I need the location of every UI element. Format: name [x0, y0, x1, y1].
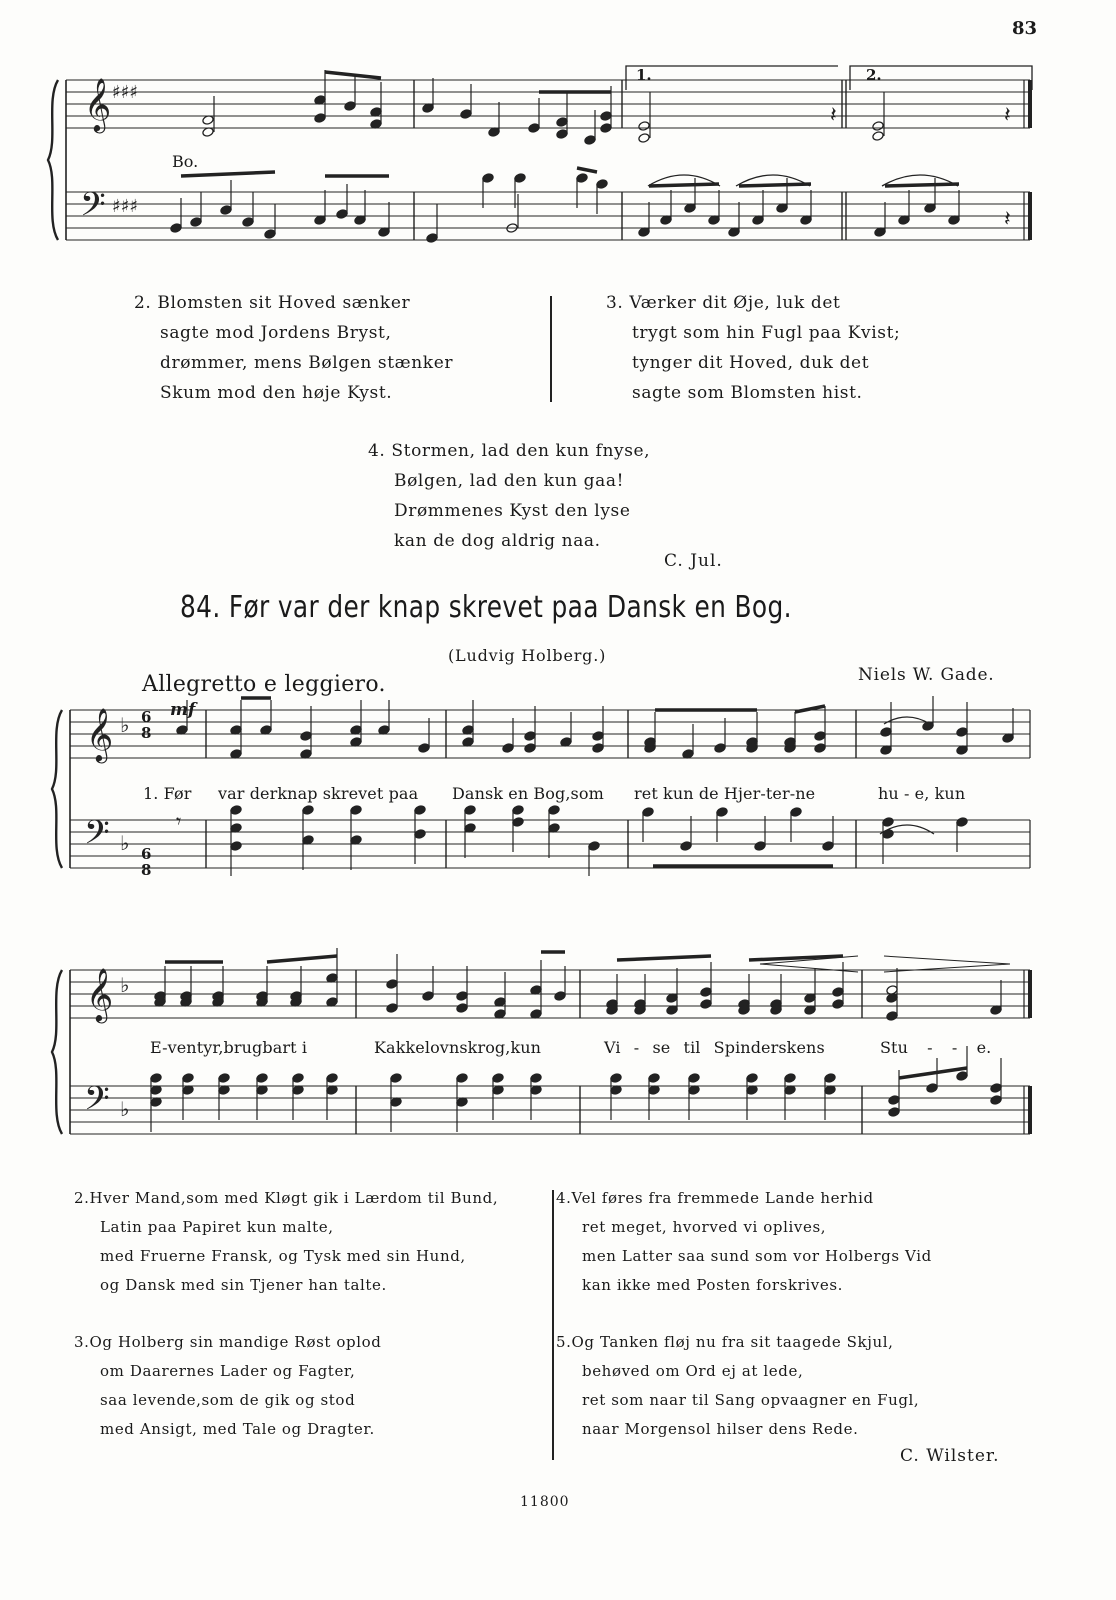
poet-credit: (Ludvig Holberg.): [448, 646, 607, 665]
verse-line: 3.Og Holberg sin mandige Røst oplod: [74, 1333, 382, 1351]
notehead: [592, 731, 604, 742]
notehead: [422, 991, 434, 1002]
notehead: [990, 1083, 1002, 1094]
prev-verse-4: [368, 436, 650, 556]
verse-author: C. Wilster.: [900, 1446, 1000, 1466]
treble-clef-icon: 𝄞: [86, 967, 114, 1021]
notehead: [784, 1073, 796, 1084]
lyric-segment: ret kun de Hjer-ter-ne: [634, 784, 816, 803]
lyric-segment: Vi - se til Spinderskens: [604, 1038, 825, 1057]
prev-song-score-system: [0, 0, 1116, 290]
key-signature-icon: ♯♯♯: [112, 82, 139, 103]
notehead: [528, 123, 540, 134]
notehead: [512, 805, 524, 816]
notehead: [548, 805, 560, 816]
verse-line: om Daarernes Lader og Fagter,: [100, 1362, 356, 1380]
notehead: [642, 807, 654, 818]
time-signature-top-treble: 6: [141, 708, 152, 726]
verse-line: tynger dit Hoved, duk det: [632, 353, 870, 373]
notehead: [882, 817, 894, 828]
prev-verse-3: [606, 288, 900, 408]
notehead: [390, 1073, 402, 1084]
notehead: [456, 1073, 468, 1084]
notehead: [888, 1095, 900, 1106]
notehead: [882, 829, 894, 840]
notehead: [150, 1073, 162, 1084]
verse-line: 2. Blomsten sit Hoved sænker: [134, 293, 411, 313]
notehead: [746, 1073, 758, 1084]
verse-4: [556, 1184, 932, 1300]
beam: [617, 956, 711, 960]
rest-icon: 𝄽: [830, 103, 837, 128]
verse-line: kan ikke med Posten forskrives.: [582, 1276, 844, 1294]
notehead: [956, 817, 968, 828]
verse-3: [74, 1328, 381, 1444]
prev-verse-2: [134, 288, 453, 408]
notehead: [610, 1073, 622, 1084]
notehead: [418, 743, 430, 754]
verse-line: drømmer, mens Bølgen stænker: [160, 353, 454, 373]
notehead: [492, 1073, 504, 1084]
notehead: [242, 217, 254, 228]
notehead: [790, 807, 802, 818]
notehead: [464, 805, 476, 816]
notehead: [576, 173, 588, 184]
notehead: [600, 123, 612, 134]
notehead: [456, 1003, 468, 1014]
rest-icon: 𝄾: [176, 809, 182, 833]
notehead: [426, 233, 438, 244]
notehead: [314, 113, 326, 124]
notehead: [872, 121, 884, 132]
notehead: [832, 999, 844, 1010]
song-title: 84. Før var der knap skrevet paa Dansk en Bog.: [180, 590, 792, 625]
tempo-marking: Allegretto e leggiero.: [142, 672, 386, 697]
key-signature-icon: ♭: [120, 1097, 130, 1121]
verse-line: 4.Vel føres fra fremmede Lande herhid: [556, 1189, 874, 1207]
key-signature-icon: ♯♯♯: [112, 196, 139, 217]
composer-credit: Niels W. Gade.: [858, 665, 995, 685]
lyric-segment: Dansk en Bog,som: [452, 784, 604, 803]
verse-5: [556, 1328, 919, 1444]
verse-line: Latin paa Papiret kun malte,: [100, 1218, 334, 1236]
notehead: [554, 991, 566, 1002]
notehead: [190, 217, 202, 228]
notehead: [648, 1073, 660, 1084]
beam: [749, 956, 843, 960]
prev-song-author: C. Jul.: [664, 551, 723, 571]
verse-line: 2.Hver Mand,som med Kløgt gik i Lærdom til Bund,: [74, 1189, 499, 1207]
notehead: [716, 807, 728, 818]
rest-icon: 𝄽: [1004, 103, 1011, 128]
notehead: [990, 1095, 1002, 1106]
notehead: [556, 129, 568, 140]
notehead: [230, 805, 242, 816]
notehead: [556, 117, 568, 128]
notehead: [414, 805, 426, 816]
prev-song-end-syllable: Bo.: [172, 152, 199, 171]
verse-line: 5.Og Tanken fløj nu fra sit taagede Skjul,: [556, 1333, 894, 1351]
verse-line: 4. Stormen, lad den kun fnyse,: [368, 441, 651, 461]
beam: [649, 184, 719, 186]
verse-line: sagte mod Jordens Bryst,: [160, 323, 392, 343]
notehead: [872, 131, 884, 142]
notehead: [754, 841, 766, 852]
notehead: [230, 841, 242, 852]
volta-1-label: 1.: [636, 66, 652, 84]
volta-bracket: [626, 66, 838, 90]
notehead: [700, 987, 712, 998]
verse-line: men Latter saa sund som vor Holbergs Vid: [582, 1247, 932, 1265]
notehead: [344, 101, 356, 112]
notehead: [512, 817, 524, 828]
notehead: [292, 1073, 304, 1084]
bass-clef-icon: 𝄢: [80, 186, 106, 232]
lyric-segment: Stu - - e.: [880, 1038, 992, 1057]
lyric-segment: Kakkelovnskrog,kun: [374, 1038, 542, 1057]
notehead: [588, 841, 600, 852]
notehead: [300, 731, 312, 742]
notehead: [170, 223, 182, 234]
brace: [52, 710, 62, 868]
notehead: [638, 133, 650, 144]
notehead: [386, 1003, 398, 1014]
notehead: [302, 805, 314, 816]
time-signature-bottom-bass: 8: [141, 861, 152, 879]
bass-clef-icon: 𝄢: [84, 814, 110, 860]
verse-line: og Dansk med sin Tjener han talte.: [100, 1276, 387, 1294]
notehead: [456, 991, 468, 1002]
notehead: [596, 179, 608, 190]
verse-line: 3. Værker dit Øje, luk det: [606, 293, 841, 313]
notehead: [460, 109, 472, 120]
key-signature-icon: ♭: [120, 713, 130, 737]
verse-divider: [552, 1190, 554, 1460]
notehead: [680, 841, 692, 852]
notehead: [688, 1073, 700, 1084]
verse-line: trygt som hin Fugl paa Kvist;: [632, 323, 901, 343]
notehead: [714, 743, 726, 754]
notehead: [822, 841, 834, 852]
notehead: [926, 1083, 938, 1094]
lyric-segment: var derknap skrevet paa: [218, 784, 419, 803]
beam: [325, 72, 381, 78]
notehead: [600, 111, 612, 122]
brace: [52, 970, 62, 1134]
treble-clef-icon: 𝄞: [86, 707, 114, 761]
notehead: [886, 1011, 898, 1022]
treble-clef-icon: 𝄞: [84, 77, 112, 131]
verse-line: behøved om Ord ej at lede,: [582, 1362, 804, 1380]
verse-line: Bølgen, lad den kun gaa!: [394, 471, 625, 491]
verse-line: kan de dog aldrig naa.: [394, 531, 601, 551]
lyric-segment: hu - e, kun: [878, 784, 966, 803]
notehead: [386, 979, 398, 990]
notehead: [592, 743, 604, 754]
notehead: [888, 1107, 900, 1118]
notehead: [824, 1073, 836, 1084]
notehead: [524, 731, 536, 742]
verse-line: saa levende,som de gik og stod: [100, 1391, 356, 1409]
lyric-segment: 1. Før: [143, 784, 192, 803]
verse-line: Drømmenes Kyst den lyse: [394, 501, 631, 521]
rest-icon: 𝄽: [1004, 207, 1011, 232]
notehead: [832, 987, 844, 998]
verse-line: med Ansigt, med Tale og Dragter.: [100, 1420, 375, 1438]
lyric-segment: E-ventyr,brugbart i: [150, 1038, 308, 1057]
beam: [795, 706, 825, 712]
verse-line: med Fruerne Fransk, og Tysk med sin Hund,: [100, 1247, 466, 1265]
verse-line: sagte som Blomsten hist.: [632, 383, 863, 403]
notehead: [256, 1073, 268, 1084]
notehead: [956, 727, 968, 738]
verse-line: ret som naar til Sang opvaagner en Fugl,: [582, 1391, 920, 1409]
brace: [48, 80, 58, 240]
notehead: [482, 173, 494, 184]
key-signature-icon: ♭: [120, 973, 130, 997]
time-signature-top-bass: 6: [141, 845, 152, 863]
notehead: [814, 743, 826, 754]
notehead: [326, 1073, 338, 1084]
verse-2: [74, 1184, 498, 1300]
notehead: [218, 1073, 230, 1084]
notehead: [880, 727, 892, 738]
verse-divider: [550, 296, 552, 402]
notehead: [524, 743, 536, 754]
notehead: [700, 999, 712, 1010]
notehead: [502, 743, 514, 754]
beam: [739, 184, 811, 186]
beam: [181, 172, 275, 176]
verse-line: naar Morgensol hilser dens Rede.: [582, 1420, 859, 1438]
beam: [267, 956, 337, 962]
notehead: [182, 1073, 194, 1084]
verse-line: Skum mod den høje Kyst.: [160, 383, 393, 403]
notehead: [638, 121, 650, 132]
notehead: [530, 1073, 542, 1084]
page-number: 83: [1012, 18, 1038, 39]
key-signature-icon: ♭: [120, 831, 130, 855]
notehead: [414, 829, 426, 840]
time-signature-bottom-treble: 8: [141, 724, 152, 742]
notehead: [814, 731, 826, 742]
notehead: [584, 135, 596, 146]
notehead: [350, 805, 362, 816]
bass-clef-icon: 𝄢: [84, 1080, 110, 1126]
notehead: [220, 205, 232, 216]
plate-number: 11800: [520, 1494, 570, 1510]
verse-line: ret meget, hvorved vi oplives,: [582, 1218, 827, 1236]
beam: [577, 168, 597, 172]
dynamic-marking: mf: [170, 700, 196, 720]
notehead: [264, 229, 276, 240]
notehead: [514, 173, 526, 184]
beam: [885, 184, 959, 186]
notehead: [956, 1071, 968, 1082]
volta-2-label: 2.: [866, 66, 882, 84]
notehead: [336, 209, 348, 220]
